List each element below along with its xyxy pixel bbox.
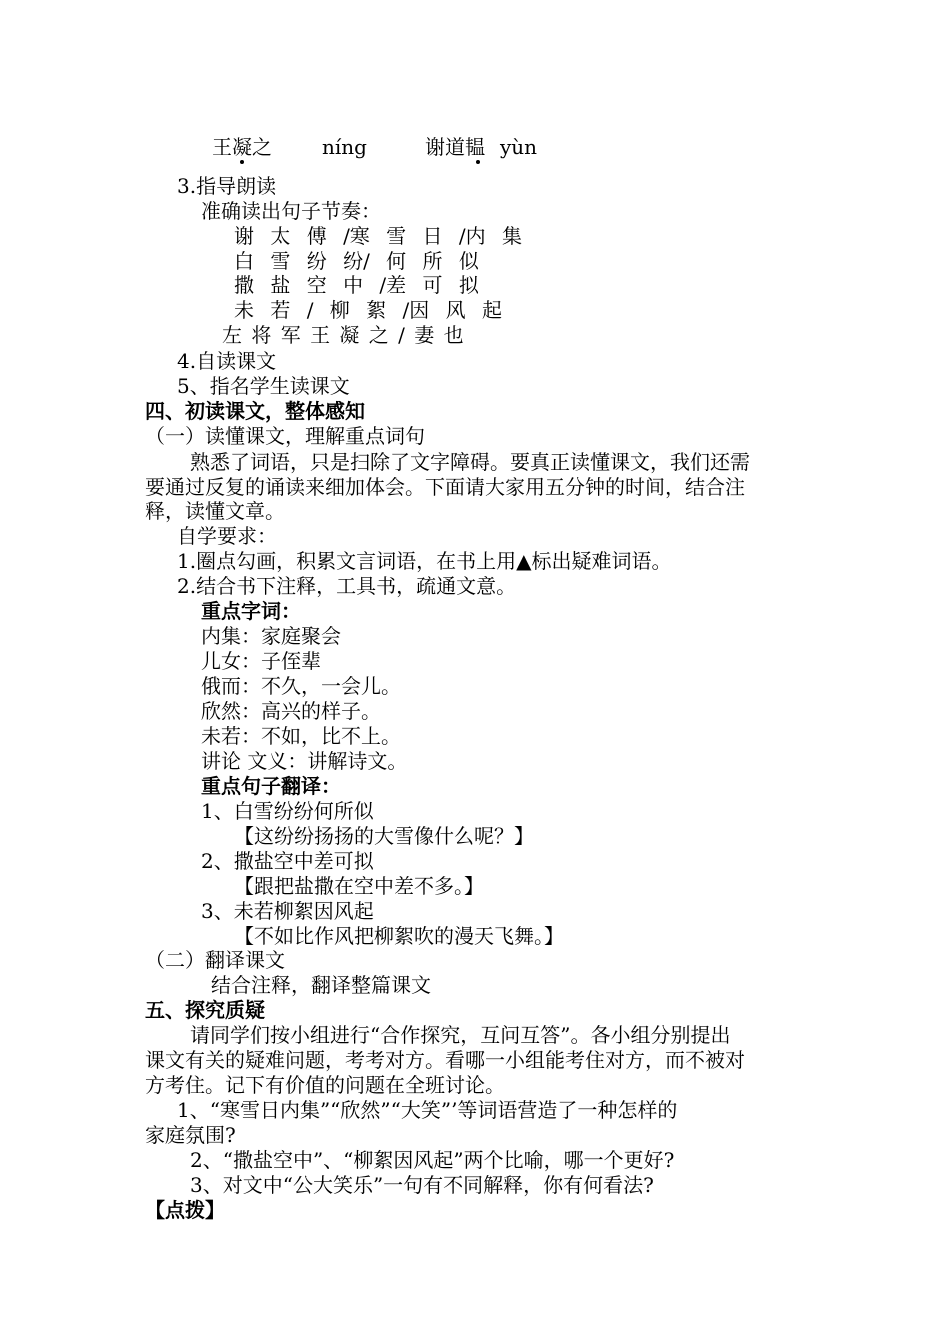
subsection-1-title: （一）读懂课文，理解重点词句 (145, 424, 425, 448)
step-5: 5、指名学生读课文 (177, 374, 350, 398)
paragraph-line: 要通过反复的诵读来细加体会。下面请大家用五分钟的时间，结合注 (145, 475, 745, 499)
question-2: 2、“撒盐空中”、“柳絮因风起”两个比喻，哪一个更好? (190, 1148, 675, 1172)
section-4-title: 四、初读课文，整体感知 (145, 399, 365, 423)
sentence-translation: 【这纷纷扬扬的大雪像什么呢？】 (234, 824, 534, 848)
key-word-item: 儿女：子侄辈 (201, 649, 321, 673)
paragraph-line: 熟悉了词语，只是扫除了文字障碍。要真正读懂课文，我们还需 (190, 450, 750, 474)
key-words-title: 重点字词： (201, 599, 301, 623)
question-1-line: 1、“寒雪日内集”“欣然”“大笑”’等词语营造了一种怎样的 (177, 1098, 678, 1122)
pron-name-xie-daoyun: 谢道韫 (425, 135, 485, 159)
key-word-item: 内集：家庭聚会 (201, 624, 341, 648)
key-word-item: 俄而：不久，一会儿。 (201, 674, 401, 698)
rhythm-line: 白 雪 纷 纷/ 何 所 似 (234, 249, 479, 273)
step-3: 3.指导朗读 (177, 174, 277, 198)
tip-heading: 【点拨】 (145, 1198, 225, 1222)
subsection-2-text: 结合注释，翻译整篇课文 (211, 973, 431, 997)
self-study-heading: 自学要求： (177, 524, 277, 548)
emphasis-dot (240, 160, 244, 164)
paragraph-line: 释，读懂文章。 (145, 499, 285, 523)
question-1-line: 家庭氛围? (145, 1123, 236, 1147)
emphasis-dot (476, 160, 480, 164)
rhythm-line: 谢 太 傅 /寒 雪 日 /内 集 (234, 224, 522, 248)
key-word-item: 讲论 文义：讲解诗文。 (201, 749, 408, 773)
rhythm-line: 未 若 / 柳 絮 /因 风 起 (234, 298, 502, 322)
key-sentences-title: 重点句子翻译： (201, 774, 341, 798)
paragraph-line: 课文有关的疑难问题，考考对方。看哪一小组能考住对方，而不被对 (145, 1048, 745, 1072)
pron-name-wang-ningzhi: 王凝之 (212, 135, 272, 159)
pron-pinyin-yun: yùn (500, 135, 538, 159)
question-3: 3、对文中“公大笑乐”一句有不同解释，你有何看法? (190, 1173, 654, 1197)
rhythm-line: 撒 盐 空 中 /差 可 拟 (234, 273, 479, 297)
paragraph-line: 方考住。记下有价值的问题在全班讨论。 (145, 1073, 505, 1097)
rhythm-line: 左 将 军 王 凝 之 / 妻 也 (222, 323, 464, 347)
paragraph-line: 请同学们按小组进行“合作探究，互问互答”。各小组分别提出 (190, 1023, 731, 1047)
pron-pinyin-ning: níng (322, 135, 367, 159)
step-4: 4.自读课文 (177, 349, 277, 373)
sentence-translation: 【跟把盐撒在空中差不多。】 (234, 874, 484, 898)
sentence-item: 3、未若柳絮因风起 (201, 899, 374, 923)
sentence-item: 1、白雪纷纷何所似 (201, 799, 374, 823)
requirement-2: 2.结合书下注释，工具书，疏通文意。 (177, 574, 517, 598)
sentence-translation: 【不如比作风把柳絮吹的漫天飞舞。】 (234, 924, 564, 948)
subsection-2-title: （二）翻译课文 (145, 948, 285, 972)
requirement-1: 1.圈点勾画，积累文言词语，在书上用▲标出疑难词语。 (177, 549, 672, 573)
key-word-item: 未若：不如，比不上。 (201, 724, 401, 748)
rhythm-intro: 准确读出句子节奏： (201, 199, 381, 223)
key-word-item: 欣然：高兴的样子。 (201, 699, 381, 723)
section-5-title: 五、探究质疑 (145, 998, 265, 1022)
sentence-item: 2、撒盐空中差可拟 (201, 849, 374, 873)
